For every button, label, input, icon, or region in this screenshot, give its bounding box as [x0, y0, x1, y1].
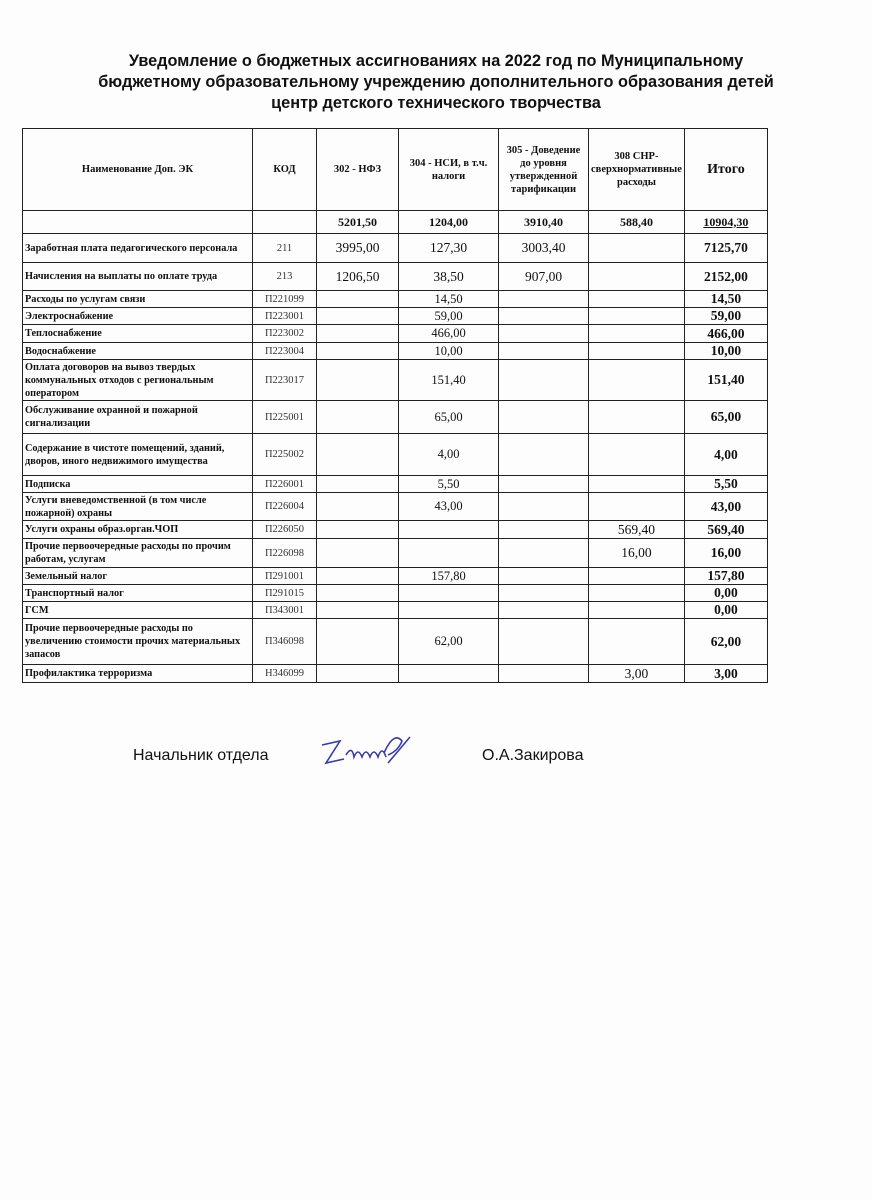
row-code: П291015 — [253, 585, 317, 602]
row-code: П223002 — [253, 325, 317, 343]
table-row — [23, 325, 768, 343]
row-302 — [317, 343, 399, 360]
header-308: 308 СНР-сверхнормативные расходы — [589, 129, 685, 211]
row-305 — [499, 360, 589, 401]
row-name: Заработная плата педагогического персонала — [23, 234, 253, 263]
row-name: Услуги охраны образ.орган.ЧОП — [23, 521, 253, 539]
header-row — [23, 129, 768, 211]
row-308 — [589, 585, 685, 602]
row-304: 466,00 — [399, 325, 499, 343]
row-code: П223017 — [253, 360, 317, 401]
signatory-name: О.А.Закирова — [482, 747, 584, 764]
table-row — [23, 234, 768, 263]
header-304: 304 - НСИ, в т.ч. налоги — [399, 129, 499, 211]
row-302 — [317, 619, 399, 665]
row-304: 38,50 — [399, 263, 499, 291]
row-total: 59,00 — [684, 308, 767, 325]
row-308: 3,00 — [589, 665, 685, 683]
header-total: Итого — [684, 129, 767, 211]
row-name: Электроснабжение — [23, 308, 253, 325]
row-304 — [399, 521, 499, 539]
row-305 — [499, 585, 589, 602]
totals-302: 5201,50 — [317, 211, 399, 234]
row-308 — [589, 568, 685, 585]
row-total: 0,00 — [684, 602, 767, 619]
row-total: 3,00 — [684, 665, 767, 683]
row-name: Водоснабжение — [23, 343, 253, 360]
table-row — [23, 360, 768, 401]
row-code: П226050 — [253, 521, 317, 539]
row-302 — [317, 568, 399, 585]
row-305 — [499, 521, 589, 539]
title-line: Уведомление о бюджетных ассигнованиях на 2022 год по Муниципальному — [128, 52, 744, 70]
row-305: 3003,40 — [499, 234, 589, 263]
row-name: Теплоснабжение — [23, 325, 253, 343]
row-304 — [399, 602, 499, 619]
row-305 — [499, 539, 589, 568]
totals-305: 3910,40 — [499, 211, 589, 234]
row-308 — [589, 291, 685, 308]
row-code: П226001 — [253, 476, 317, 493]
row-name: Земельный налог — [23, 568, 253, 585]
row-308 — [589, 493, 685, 521]
row-code: П226098 — [253, 539, 317, 568]
row-name: Транспортный налог — [23, 585, 253, 602]
signatory-position: Начальник отдела — [133, 747, 269, 764]
row-305 — [499, 308, 589, 325]
totals-row — [23, 211, 768, 234]
row-305 — [499, 602, 589, 619]
row-302 — [317, 434, 399, 476]
row-302: 3995,00 — [317, 234, 399, 263]
row-305 — [499, 434, 589, 476]
row-302 — [317, 665, 399, 683]
row-304 — [399, 539, 499, 568]
row-code: П225001 — [253, 401, 317, 434]
row-304: 59,00 — [399, 308, 499, 325]
row-name: Расходы по услугам связи — [23, 291, 253, 308]
row-308 — [589, 343, 685, 360]
row-308: 16,00 — [589, 539, 685, 568]
row-302 — [317, 308, 399, 325]
row-308 — [589, 602, 685, 619]
row-name: Прочие первоочередные расходы по прочим работам, услугам — [23, 539, 253, 568]
row-code: П346098 — [253, 619, 317, 665]
row-total: 14,50 — [684, 291, 767, 308]
row-308 — [589, 234, 685, 263]
row-total: 0,00 — [684, 585, 767, 602]
row-308 — [589, 401, 685, 434]
row-304: 65,00 — [399, 401, 499, 434]
totals-304: 1204,00 — [399, 211, 499, 234]
totals-grand: 10904,30 — [684, 211, 767, 234]
row-total: 466,00 — [684, 325, 767, 343]
row-308 — [589, 263, 685, 291]
row-total: 65,00 — [684, 401, 767, 434]
row-304: 151,40 — [399, 360, 499, 401]
table-row — [23, 476, 768, 493]
row-304: 4,00 — [399, 434, 499, 476]
row-302 — [317, 585, 399, 602]
row-name: Обслуживание охранной и пожарной сигнализации — [23, 401, 253, 434]
row-302 — [317, 291, 399, 308]
row-305 — [499, 665, 589, 683]
table-row — [23, 434, 768, 476]
budget-table — [22, 128, 768, 683]
row-304: 157,80 — [399, 568, 499, 585]
row-305 — [499, 291, 589, 308]
row-total: 16,00 — [684, 539, 767, 568]
handwritten-signature — [318, 733, 423, 773]
totals-308: 588,40 — [589, 211, 685, 234]
row-code: П225002 — [253, 434, 317, 476]
row-code: П226004 — [253, 493, 317, 521]
row-308 — [589, 325, 685, 343]
row-305 — [499, 568, 589, 585]
row-total: 569,40 — [684, 521, 767, 539]
row-305 — [499, 619, 589, 665]
table-row — [23, 665, 768, 683]
table-row — [23, 602, 768, 619]
row-308 — [589, 434, 685, 476]
row-304: 5,50 — [399, 476, 499, 493]
row-304 — [399, 585, 499, 602]
row-code: 213 — [253, 263, 317, 291]
row-total: 62,00 — [684, 619, 767, 665]
row-code: 211 — [253, 234, 317, 263]
row-code: П223004 — [253, 343, 317, 360]
table-row — [23, 619, 768, 665]
table-row — [23, 539, 768, 568]
row-code: П291001 — [253, 568, 317, 585]
row-name: ГСМ — [23, 602, 253, 619]
row-308 — [589, 476, 685, 493]
header-code: КОД — [253, 129, 317, 211]
row-302 — [317, 521, 399, 539]
row-304: 62,00 — [399, 619, 499, 665]
row-total: 2152,00 — [684, 263, 767, 291]
row-code: Н346099 — [253, 665, 317, 683]
row-305 — [499, 476, 589, 493]
table-row — [23, 585, 768, 602]
row-total: 151,40 — [684, 360, 767, 401]
totals-name — [23, 211, 253, 234]
table-row — [23, 308, 768, 325]
row-total: 4,00 — [684, 434, 767, 476]
row-308 — [589, 308, 685, 325]
row-304: 43,00 — [399, 493, 499, 521]
document-title — [40, 51, 832, 114]
row-name: Начисления на выплаты по оплате труда — [23, 263, 253, 291]
row-302: 1206,50 — [317, 263, 399, 291]
row-total: 7125,70 — [684, 234, 767, 263]
row-total: 5,50 — [684, 476, 767, 493]
row-304 — [399, 665, 499, 683]
row-total: 10,00 — [684, 343, 767, 360]
row-304: 127,30 — [399, 234, 499, 263]
table-row — [23, 291, 768, 308]
row-total: 43,00 — [684, 493, 767, 521]
row-name: Содержание в чистоте помещений, зданий, дворов, иного недвижимого имущества — [23, 434, 253, 476]
row-302 — [317, 539, 399, 568]
table-row — [23, 263, 768, 291]
totals-code — [253, 211, 317, 234]
row-302 — [317, 493, 399, 521]
row-name: Услуги вневедомственной (в том числе пожарной) охраны — [23, 493, 253, 521]
row-302 — [317, 602, 399, 619]
row-name: Профилактика терроризма — [23, 665, 253, 683]
row-code: П343001 — [253, 602, 317, 619]
header-name: Наименование Доп. ЭК — [23, 129, 253, 211]
row-305: 907,00 — [499, 263, 589, 291]
table-row — [23, 493, 768, 521]
row-302 — [317, 360, 399, 401]
row-305 — [499, 343, 589, 360]
row-302 — [317, 401, 399, 434]
table-row — [23, 401, 768, 434]
row-304: 10,00 — [399, 343, 499, 360]
row-name: Оплата договоров на вывоз твердых коммунальных отходов с региональным оператором — [23, 360, 253, 401]
table-row — [23, 521, 768, 539]
row-name: Подписка — [23, 476, 253, 493]
row-305 — [499, 493, 589, 521]
row-name: Прочие первоочередные расходы по увеличению стоимости прочих материальных запасов — [23, 619, 253, 665]
row-302 — [317, 325, 399, 343]
row-code: П223001 — [253, 308, 317, 325]
row-308: 569,40 — [589, 521, 685, 539]
row-305 — [499, 325, 589, 343]
title-line: центр детского технического творчества — [271, 94, 601, 112]
row-code: П221099 — [253, 291, 317, 308]
header-302: 302 - НФЗ — [317, 129, 399, 211]
row-305 — [499, 401, 589, 434]
table-row — [23, 343, 768, 360]
header-305: 305 - Доведение до уровня утвержденной тарификации — [499, 129, 589, 211]
row-total: 157,80 — [684, 568, 767, 585]
row-308 — [589, 619, 685, 665]
title-line: бюджетному образовательному учреждению дополнительного образования детей — [98, 73, 774, 91]
table-row — [23, 568, 768, 585]
row-302 — [317, 476, 399, 493]
row-308 — [589, 360, 685, 401]
row-304: 14,50 — [399, 291, 499, 308]
